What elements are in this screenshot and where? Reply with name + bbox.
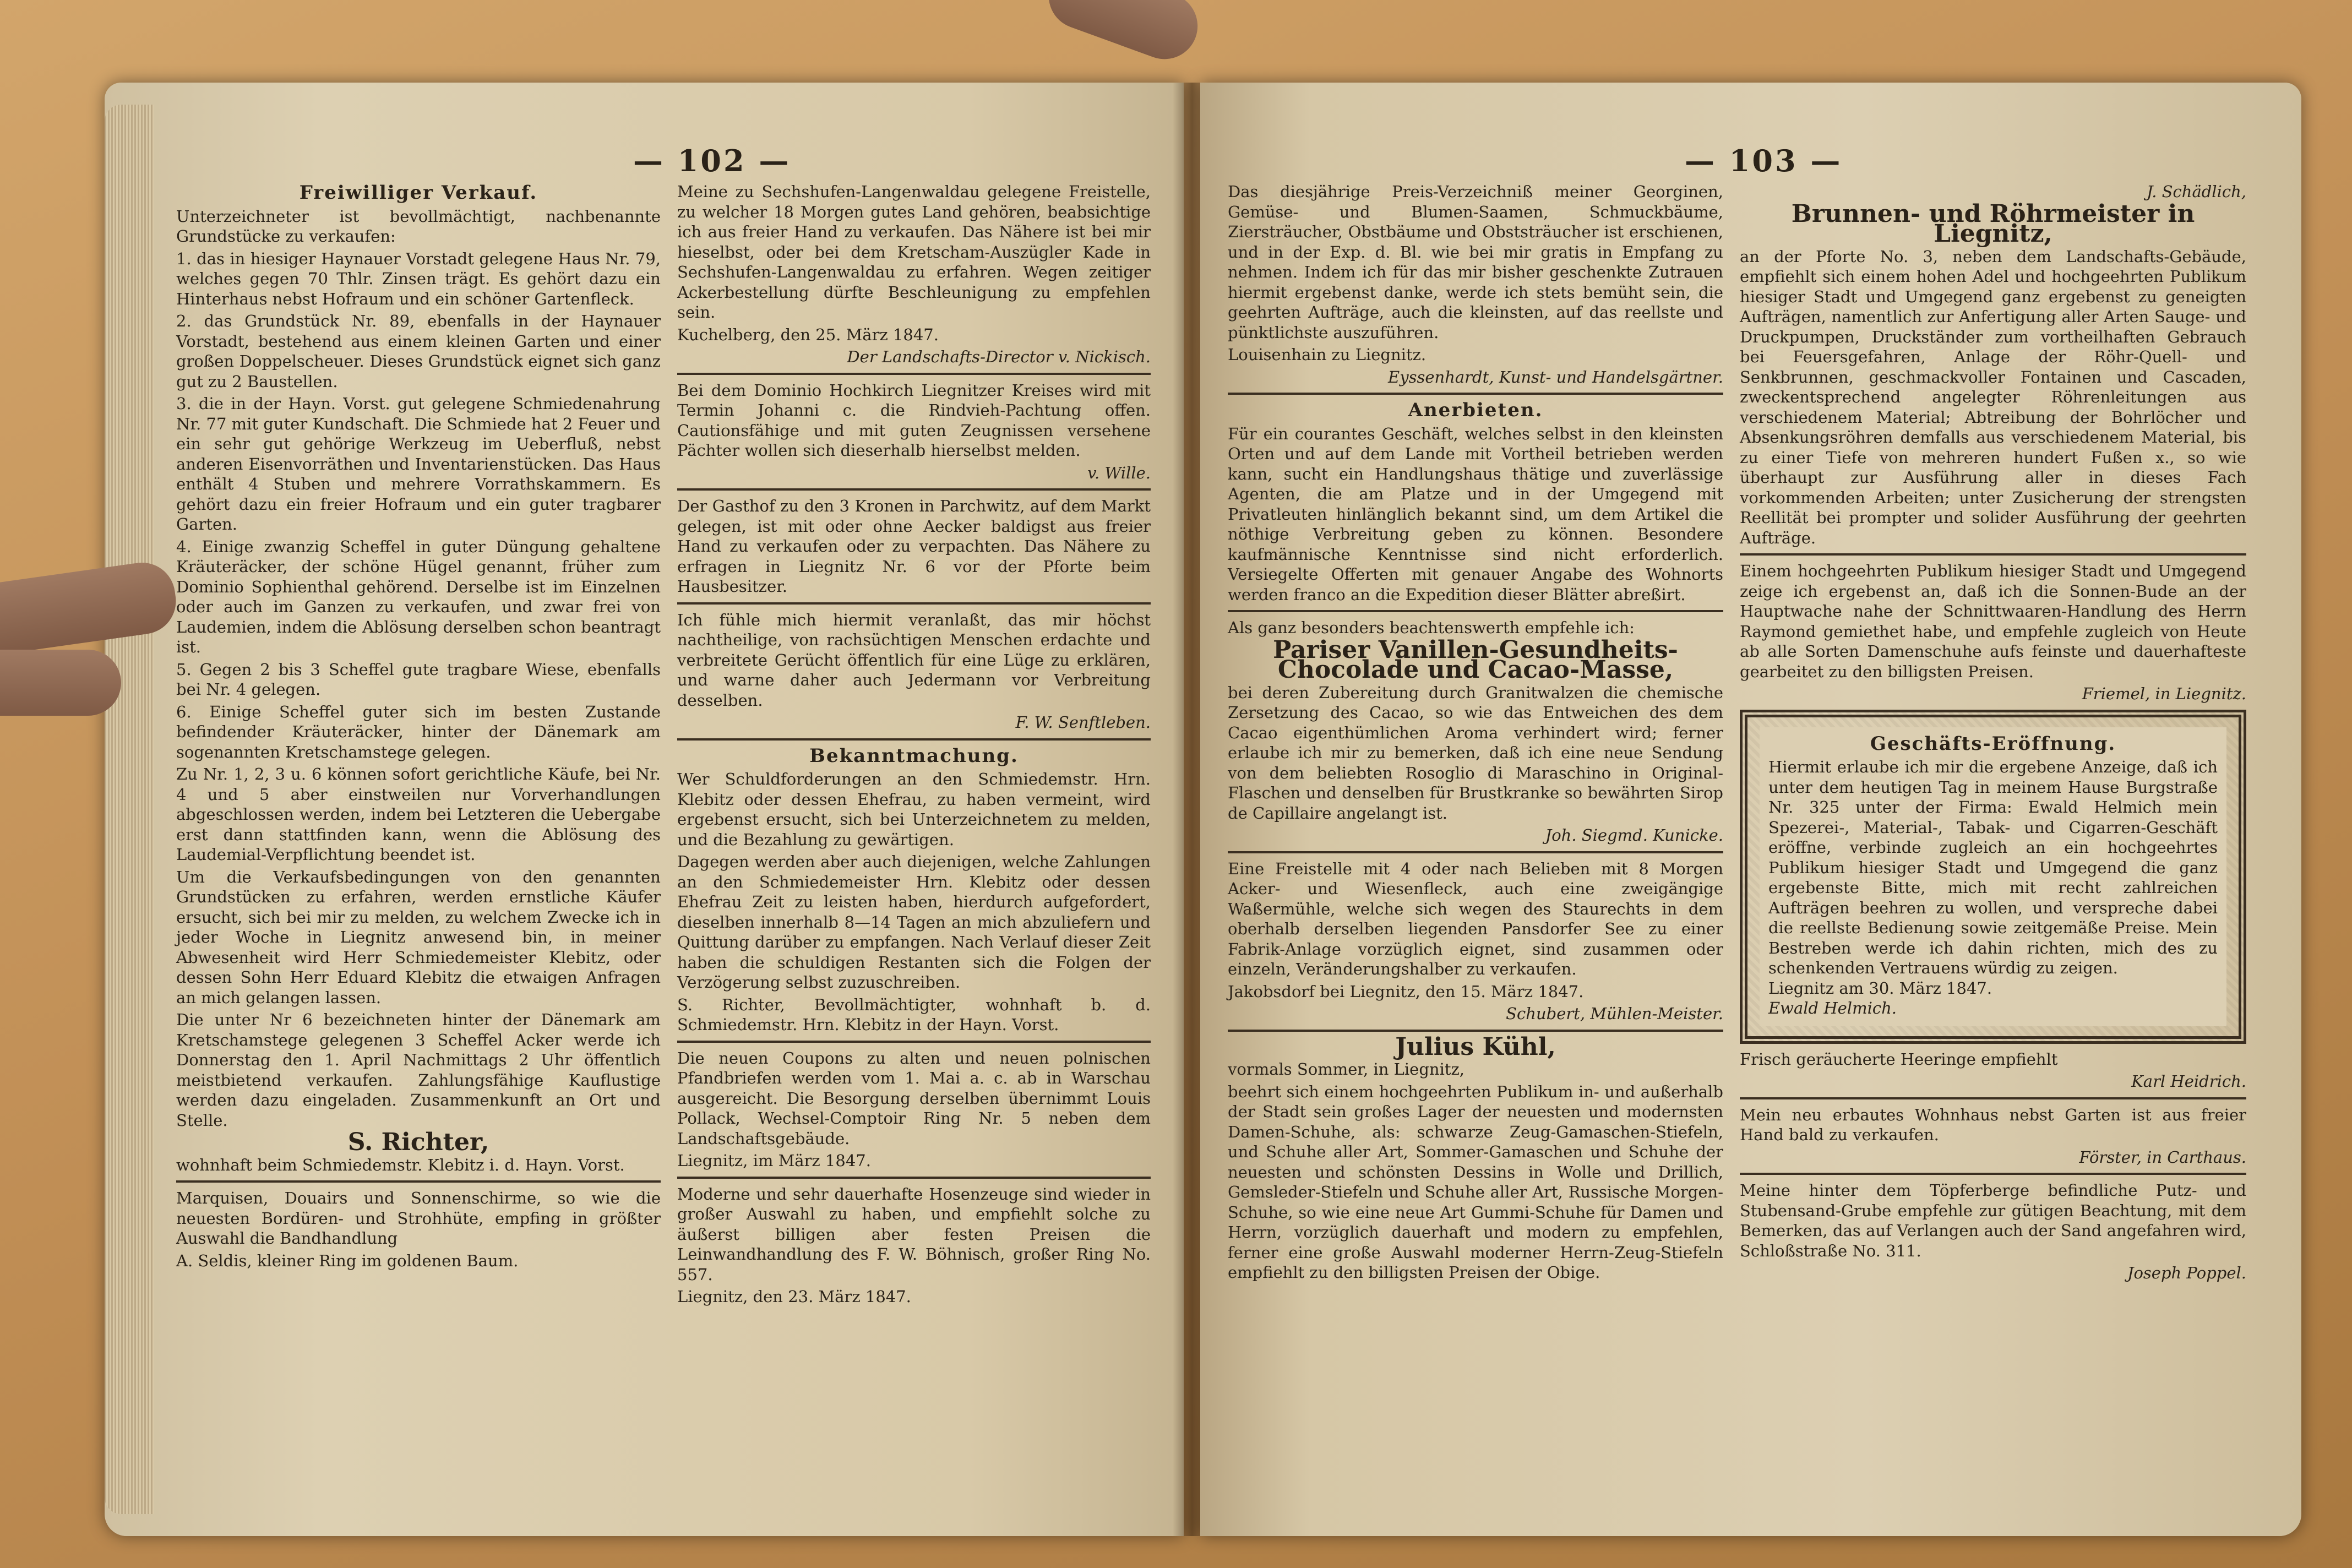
paragraph: Marquisen, Douairs und Sonnenschirme, so wie die neuesten Bordüren- und Strohhüte, empfing in größter Auswahl die Bandhandlung <box>176 1189 661 1248</box>
separator-rule <box>677 488 1151 491</box>
paragraph: Dagegen werden aber auch diejenigen, welche Zahlungen an den Schmiedemeister Hrn. Klebitz oder dessen Ehefrau Zeit zu leisten haben, hierdurch aufgefordert, dieselben innerhalb 8—14 Tagen an mich abzuliefern und Quittung darüber zu empfangen. Nach Verlauf dieser Zeit haben die schuldigen Restanten sich die Folgen der Verzögerung selbst zuzuschreiben. <box>677 852 1151 992</box>
business-opening-frame <box>1740 710 2246 1044</box>
paragraph: Mein neu erbautes Wohnhaus nebst Garten ist aus freier Hand bald zu verkaufen. <box>1740 1105 2246 1144</box>
business-opening-body: Hiermit erlaube ich mir die ergebene Anzeige, daß ich unter dem heutigen Tag in meinem Hause Burgstraße Nr. 325 unter der Firma: Ewald Helmich mein Spezerei-, Material-, Tabak- und Cigarren-Geschäft eröffne, verbinde zugleich an ein hochgeehrtes Publikum hiesiger Stadt und Umgegend die ganz ergebenste Bitte, mich mit recht zahlreichen Aufträgen beehren zu wollen, und verspreche dabei die reellste Bedienung sowie zeitgemäße Preise. Mein Bestreben werde ich dahin richten, mich des zu schenkenden Vertrauens würdig zu zeigen. <box>1768 758 2218 977</box>
paragraph: Bei dem Dominio Hochkirch Liegnitzer Kreises wird mit Termin Johanni c. die Rindvieh-Pachtung offen. Cautionsfähige und mit guten Zeugnissen versehene Pächter wollen sich dieserhalb hierselbst melden. <box>677 380 1151 460</box>
paragraph: Zu Nr. 1, 2, 3 u. 6 können sofort gerichtliche Käufe, bei Nr. 4 und 5 aber einstweilen nur Vorverhandlungen abgeschlossen werden, indem bei Letzteren die Uebergabe erst dann stattfinden kann, wenn die Ablösung des Laudemial-Verpflichtung beendet ist. <box>176 765 661 864</box>
paragraph: Unterzeichneter ist bevollmächtigt, nachbenannte Grundstücke zu verkaufen: <box>176 206 661 246</box>
paragraph: Die neuen Coupons zu alten und neuen polnischen Pfandbriefen werden vom 1. Mai a. c. ab in Warschau ausgereicht. Die Besorgung derselben übernimmt Louis Pollack, Wechsel-Comptoir Ring Nr. 5 neben dem Landschaftsgebäude. <box>677 1048 1151 1148</box>
right-page-column-2 <box>1740 182 2246 1286</box>
left-page <box>105 83 1184 1536</box>
paragraph: Liegnitz, im März 1847. <box>677 1151 871 1170</box>
business-opening-signature: Ewald Helmich. <box>1768 999 1897 1017</box>
bold-name: Pariser Vanillen-Gesundheits-Chocolade und Cacao-Masse, <box>1273 635 1678 684</box>
signature-line: Schubert, Mühlen-Meister. <box>1506 1004 1723 1023</box>
separator-rule <box>677 1177 1151 1179</box>
separator-rule <box>1228 393 1723 395</box>
bold-name: S. Richter, <box>347 1128 489 1156</box>
paragraph: Meine hinter dem Töpferberge befindliche Putz- und Stubensand-Grube empfehle zur gütigen Beachtung, mit dem Bemerken, das auf Verlangen auch der Sand angefahren wird, Schloßstraße No. 311. <box>1740 1181 2246 1260</box>
paragraph: Liegnitz, den 23. März 1847. <box>677 1287 911 1306</box>
paragraph: Die unter Nr 6 bezeichneten hinter der Dänemark am Kretschamstege gelegenen 3 Scheffel Acker werde ich Donnerstag den 1. April Nachmittags 2 Uhr öffentlich meistbietend verkaufen. Zahlungsfähige Kauflustige werden dazu eingeladen. Zusammenkunft an Ort und Stelle. <box>176 1010 661 1130</box>
separator-rule <box>677 1041 1151 1043</box>
bold-name: Brunnen- und Röhrmeister in Liegnitz, <box>1791 199 2195 248</box>
paragraph: Jakobsdorf bei Liegnitz, den 15. März 1847. <box>1228 982 1584 1001</box>
right-col2-top <box>1740 182 2246 704</box>
paragraph: Als ganz besonders beachtenswerth empfehle ich: <box>1228 618 1635 637</box>
paragraph: Moderne und sehr dauerhafte Hosenzeuge sind wieder in großer Auswahl zu haben, und empfiehlt solche zu äußerst billigen aber festen Preisen die Leinwandhandlung des F. W. Böhnisch, großer Ring No. 557. <box>677 1184 1151 1284</box>
paragraph: wohnhaft beim Schmiedemstr. Klebitz i. d. Hayn. Vorst. <box>176 1155 625 1174</box>
separator-rule <box>677 373 1151 375</box>
paragraph: an der Pforte No. 3, neben dem Landschafts-Gebäude, empfiehlt sich einem hohen Adel und hochgeehrten Publikum hiesiger Stadt und Umgegend ganz ergebenst zu geneigten Aufträgen, namentlich zur Anfertigung aller Arten Sauge- und Druckpumpen, Druckständer zum vortheilhaften Gebrauch bei Feuersgefahren, Anlage der Röhr-Quell- und Senkbrunnen, geschmackvoller Fontainen und Cascaden, zweckentsprechend angelegter Röhrenleitungen aus verschiedenem Material; Abtreibung der Bohrlöcher und Absenkungsröhren demfalls aus verschiedenem Material, bis zu einer Tiefe von mehreren hundert Fußen x., so wie überhaupt zur Ausführung aller in dieses Fach vorkommenden Arbeiten; unter Zusicherung der strengsten Reellität bei prompter und solider Ausführung der geehrten Aufträge. <box>1740 247 2246 547</box>
paragraph: Frisch geräucherte Heeringe empfiehlt <box>1740 1049 2058 1069</box>
paragraph: 3. die in der Hayn. Vorst. gut gelegene Schmiedenahrung Nr. 77 mit guter Kundschaft. Die Schmiede hat 2 Feuer und ein sehr gut gehörige Werkzeug im Ueberfluß, nebst anderen Eisenvorräthen und Inventarienstücken. Das Haus enthält 4 Stuben und mehrere Vorrathskammern. Es gehört dazu ein freier Hofraum und ein guter tragbarer Garten. <box>176 394 661 533</box>
paragraph: Der Gasthof zu den 3 Kronen in Parchwitz, auf dem Markt gelegen, ist mit oder ohne Aecker baldigst aus freier Hand zu verkaufen oder zu verpachten. Das Nähere zu erfragen in Liegnitz Nr. 6 vor der Pforte beim Hausbesitzer. <box>677 497 1151 596</box>
signature-line: Karl Heidrich. <box>2131 1072 2246 1091</box>
paragraph: Eine Freistelle mit 4 oder nach Belieben mit 8 Morgen Acker- und Wiesenfleck, auch eine zweigängige Waßermühle, welche sich wegen des Staurechts in dem oberhalb derselben liegenden Pansdorfer See zu einer Fabrik-Anlage vorzüglich eignet, sind zusammen oder einzeln, Veränderungshalber zu verkaufen. <box>1228 859 1723 978</box>
page-number-left: — 102 — <box>633 143 791 178</box>
page-edges <box>105 105 154 1514</box>
left-page-column-1 <box>176 182 661 1273</box>
signature-line: v. Wille. <box>1087 463 1151 482</box>
paragraph: 5. Gegen 2 bis 3 Scheffel gute tragbare Wiese, ebenfalls bei Nr. 4 gelegen. <box>176 660 661 699</box>
paragraph: Wer Schuldforderungen an den Schmiedemstr. Hrn. Klebitz oder dessen Ehefrau, zu haben vermeint, wird ergebenst ersucht, sich bei Unterzeichnetem zu melden, und die Bezahlung zu gewärtigen. <box>677 770 1151 849</box>
separator-rule <box>677 602 1151 605</box>
separator-rule <box>1228 851 1723 853</box>
right-page-column-1 <box>1228 182 1723 1285</box>
bold-name: Julius Kühl, <box>1395 1032 1556 1061</box>
signature-line: Förster, in Carthaus. <box>2079 1147 2246 1167</box>
signature-line: Friemel, in Liegnitz. <box>2082 684 2246 703</box>
paragraph: 2. das Grundstück Nr. 89, ebenfalls in der Haynauer Vorstadt, bestehend aus einem kleinen Garten und einer großen Doppelscheuer. Dieses Grundstück eignet sich ganz gut zu 2 Baustellen. <box>176 312 661 391</box>
page-number-right: — 103 — <box>1685 143 1843 178</box>
paragraph: 4. Einige zwanzig Scheffel in guter Düngung gehaltene Kräuteräcker, der schöne Hügel genannt, früher zum Dominio Sophienthal gehörend. Derselbe ist im Einzelnen oder auch im Ganzen zu verkaufen, und zwar frei von Laudemien, indem die Ablösung derselben schon beantragt ist. <box>176 537 661 656</box>
open-book <box>105 83 2307 1558</box>
right-col2-bottom <box>1740 1049 2246 1283</box>
signature-line: F. W. Senftleben. <box>1015 713 1151 732</box>
separator-rule <box>1228 1030 1723 1032</box>
signature-line: J. Schädlich, <box>2146 182 2246 201</box>
business-opening-title: Geschäfts-Eröffnung. <box>1870 732 2116 755</box>
separator-rule <box>1740 553 2246 556</box>
right-page <box>1200 83 2301 1536</box>
business-opening-date: Liegnitz am 30. März 1847. <box>1768 978 1992 998</box>
section-heading: Bekanntmachung. <box>809 744 1019 767</box>
separator-rule <box>176 1180 661 1183</box>
section-heading: Freiwilliger Verkauf. <box>299 182 538 204</box>
paragraph: A. Seldis, kleiner Ring im goldenen Baum. <box>176 1251 519 1270</box>
separator-rule <box>1228 610 1723 612</box>
paragraph: vormals Sommer, in Liegnitz, <box>1228 1060 1465 1079</box>
signature-line: Joh. Siegmd. Kunicke. <box>1545 826 1723 845</box>
separator-rule <box>1740 1097 2246 1099</box>
signature-line: Joseph Poppel. <box>2127 1264 2246 1282</box>
paragraph: Kuchelberg, den 25. März 1847. <box>677 325 939 344</box>
paragraph: Meine zu Sechshufen-Langenwaldau gelegene Freistelle, zu welcher 18 Morgen gutes Land gehören, beabsichtige ich aus freier Hand zu verkaufen. Das Nähere ist bei mir hieselbst, oder bei dem Kretscham-Auszügler Kade in Sechshufen-Langenwaldau zu erfahren. Wegen zeitiger Ackerbestellung dürfte Beschleunigung zu empfehlen sein. <box>677 182 1151 322</box>
paragraph: Für ein courantes Geschäft, welches selbst in den kleinsten Orten und auf dem Lande mit Vortheil betrieben werden kann, sucht ein Handlungshaus thätige und zuverlässige Agenten, die am Platze und in der Umgegend mit Privatleuten hinlänglich bekannt sind, um dem Artikel die nöthige Verbreitung geben zu können. Besondere kaufmännische Kenntnisse sind nicht erforderlich. Versiegelte Offerten mit genauer Angabe des Wohnorts werden franco an die Expedition dieser Blätter abreßirt. <box>1228 424 1723 604</box>
hand-left <box>0 650 121 716</box>
paragraph: Louisenhain zu Liegnitz. <box>1228 345 1427 364</box>
paragraph: beehrt sich einem hochgeehrten Publikum in- und außerhalb der Stadt sein großes Lager der neuesten und modernsten Damen-Schuhe, als: schwarze Zeug-Gamaschen-Stiefeln, und Schuhe aller Art, Sommer-Gamaschen und Schuhe der neuesten und schönsten Dessins in Wolle und Drillich, Gemsleder-Stiefeln und Schuhe aller Art, Russische Morgen-Schuhe, so wie eine neue Art Gummi-Schuhe für Damen und Herrn, vorzüglich dauerhaft und modern zu empfehlen, ferner eine große Auswahl moderner Herrn-Zeug-Stiefeln empfiehlt zu den billigsten Preisen der Obige. <box>1228 1082 1723 1282</box>
left-page-column-2 <box>677 182 1151 1309</box>
paragraph: Das diesjährige Preis-Verzeichniß meiner Georginen, Gemüse- und Blumen-Saamen, Schmuckbäume, Ziersträucher, Obstbäume und Obststräucher ist erschienen, und in der Exp. d. Bl. wie bei mir gratis in Empfang zu nehmen. Indem ich für das mir bisher geschenkte Zutrauen hiermit ergebenst danke, werde ich stets bemüht sein, die geehrten Aufträge, auch die kleinsten, auf das reellste und pünktlichste auszuführen. <box>1228 182 1723 342</box>
section-heading: Anerbieten. <box>1408 399 1543 421</box>
business-opening-inner <box>1760 727 2226 1026</box>
separator-rule <box>1740 1173 2246 1175</box>
signature-line: Der Landschafts-Director v. Nickisch. <box>847 347 1151 366</box>
paragraph: bei deren Zubereitung durch Granitwalzen die chemische Zersetzung des Cacao, so wie das Entweichen des dem Cacao eigenthümlichen Aroma verhindert wird; ferner erlaube ich mir zu bemerken, daß ich eine neue Sendung von dem beliebten Rosoglio di Maraschino in Original-Flaschen und denselben für Brustkranke so bewährten Sirop de Capillaire angelangt ist. <box>1228 683 1723 823</box>
separator-rule <box>677 738 1151 741</box>
paragraph: 6. Einige Scheffel guter sich im besten Zustande befindender Kräuteräcker, hinter der Dänemark am sogenannten Kretschamstege gelegen. <box>176 702 661 761</box>
paragraph: Ich fühle mich hiermit veranlaßt, das mir höchst nachtheilige, von rachsüchtigen Menschen erdachte und verbreitete Gerücht öffentlich für eine Lüge zu erklären, und warne daher auch Jedermann vor Verbreitung desselben. <box>677 610 1151 710</box>
paragraph: S. Richter, Bevollmächtigter, wohnhaft b. d. Schmiedemstr. Hrn. Klebitz in der Hayn. Vorst. <box>677 995 1151 1034</box>
paragraph: Um die Verkaufsbedingungen von den genannten Grundstücken zu erfahren, werden ernstliche Käufer ersucht, sich bei mir zu melden, zu welchem Zwecke ich in jeder Woche in Liegnitz anwesend bin, in meiner Abwesenheit wird Herr Schmiedemeister Klebitz, oder dessen Sohn Herr Eduard Klebitz die etwaigen Anfragen an mich gelangen lassen. <box>176 867 661 1007</box>
paragraph: Einem hochgeehrten Publikum hiesiger Stadt und Umgegend zeige ich ergebenst an, daß ich die Sonnen-Bude an der Hauptwache nahe der Schnittwaaren-Handlung des Herrn Raymond gemiethet habe, und empfehle zugleich von Heute ab alle Sorten Damenschuhe aufs feinste und dauerhafteste gearbeitet zu den billigsten Preisen. <box>1740 562 2246 681</box>
signature-line: Eyssenhardt, Kunst- und Handelsgärtner. <box>1388 367 1723 386</box>
paragraph: 1. das in hiesiger Haynauer Vorstadt gelegene Haus Nr. 79, welches gegen 70 Thlr. Zinsen trägt. Es gehört dazu ein Hinterhaus nebst Hofraum und ein schöner Gartenfleck. <box>176 249 661 308</box>
